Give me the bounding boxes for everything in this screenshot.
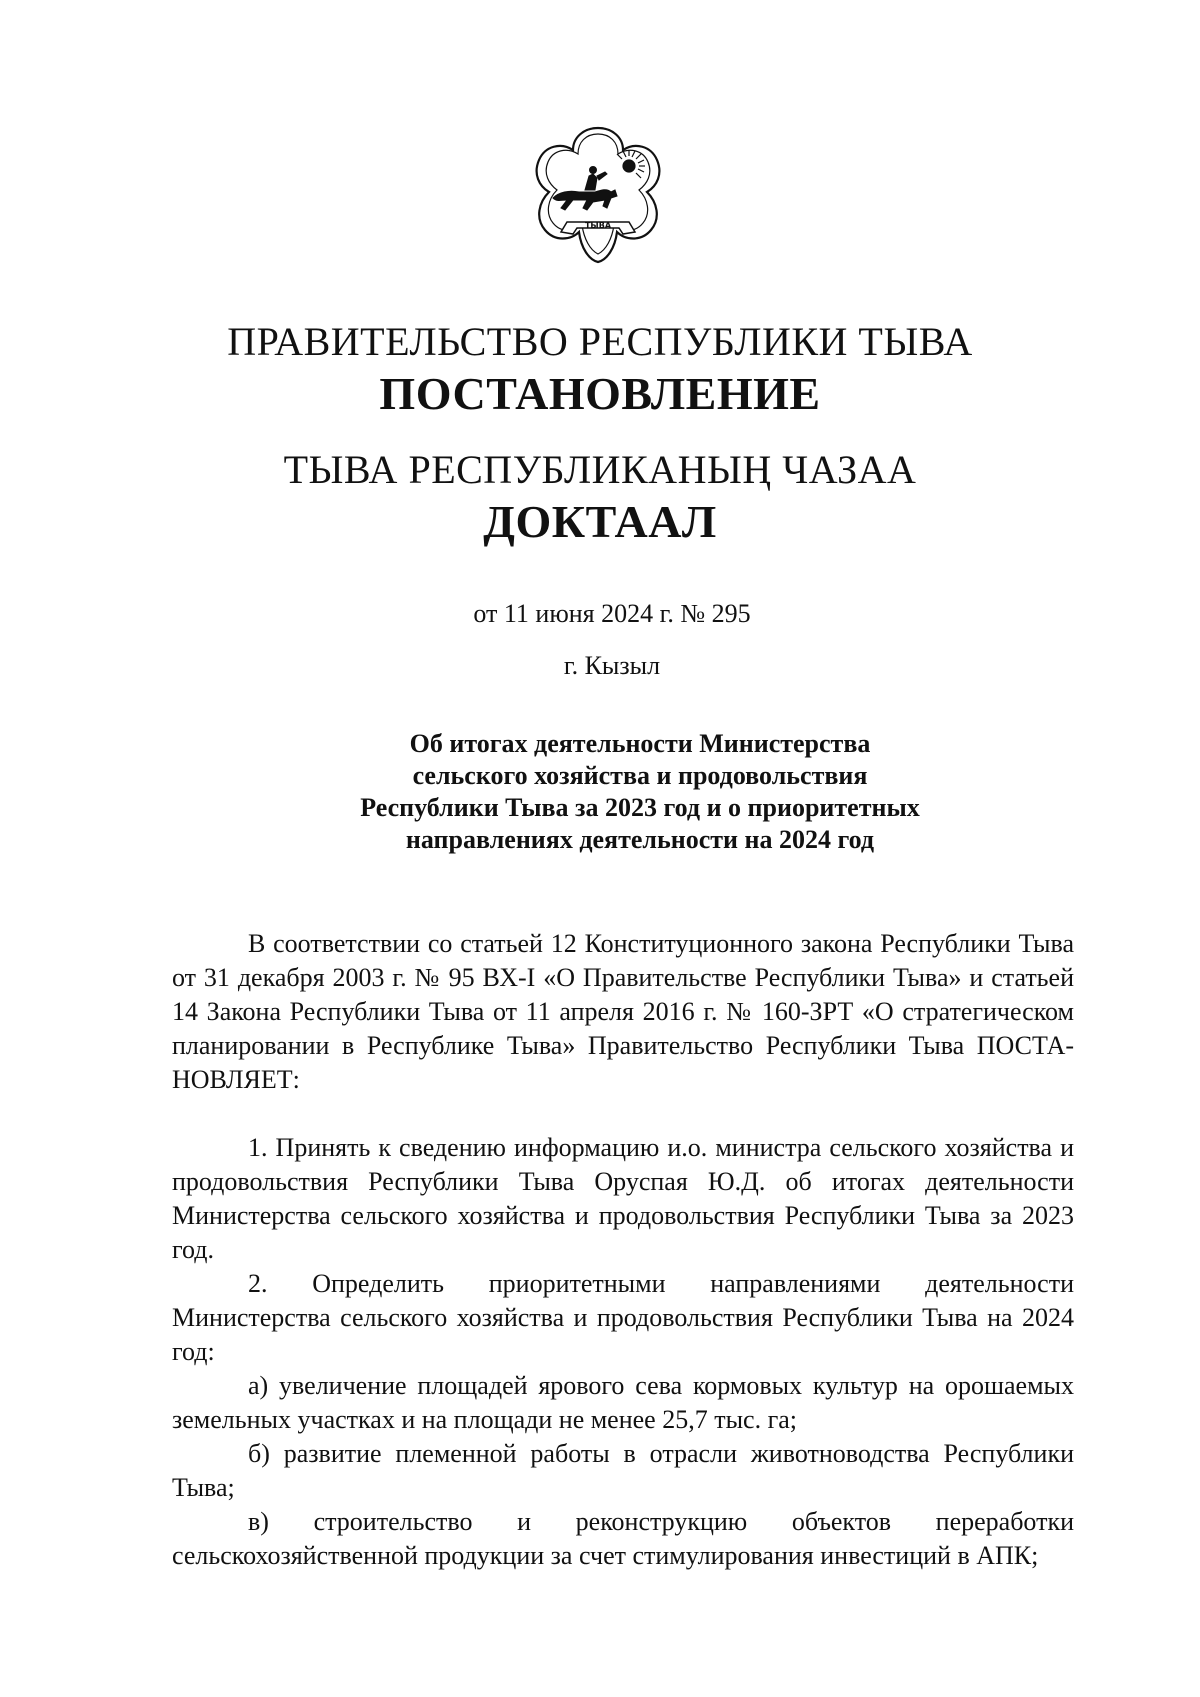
document-subject [290, 728, 990, 856]
tuva-coat-of-arms-icon [523, 120, 673, 270]
body-paragraph: в) строительство и реконструкцию объектов переработки сельскохозяйственной продукции за счет стимулирования инвестиций в АПК; [172, 1507, 1074, 1570]
body-paragraph: 1. Принять к сведению информацию и.о. министра сельского хозяйства и продовольствия Республики Тыва Оруспая Ю.Д. об итогах деятельности Министерства сельского хозяйства и продовольствия Республики Тыва за 2023 год. [172, 1133, 1074, 1264]
body-paragraph: 2. Определить приоритетными направлениями деятельности Министерства сельского хозяйства и продовольствия Республики Тыва на 2024 год: [172, 1269, 1074, 1366]
document-type: ПОСТАНОВЛЕНИЕ [379, 368, 821, 419]
subject-line: Об итогах деятельности Министерства [409, 729, 871, 758]
subject-line: Республики Тыва за 2023 год и о приоритетных [360, 793, 920, 822]
subject-line: направлениях деятельности на 2024 год [405, 825, 875, 854]
preamble-paragraph: В соответствии со статьей 12 Конституционного закона Республики Тыва от 31 декабря 2003 г. № 95 ВХ-I «О Правительстве Республики Тыва» и статьей 14 Закона Республики Тыва от 11 апреля 2016 г. № 160-ЗРТ «О стратегическом планировании в Республике Тыва» Правительство Республики Тыва ПОСТА-НОВЛЯЕТ: [172, 929, 1074, 1094]
document-date-number: от 11 июня 2024 г. № 295 [473, 599, 751, 628]
body-paragraph: а) увеличение площадей ярового сева кормовых культур на орошаемых земельных участках и на площади не менее 25,7 тыс. га; [172, 1371, 1074, 1434]
document-body [172, 927, 1074, 1573]
document-type-tuvan: ДОКТААЛ [483, 496, 717, 547]
body-paragraph: б) развитие племенной работы в отрасли животноводства Республики Тыва; [172, 1439, 1074, 1502]
svg-text:ТЫВА: ТЫВА [584, 221, 612, 230]
government-title-tuvan: ТЫВА РЕСПУБЛИКАНЫҢ ЧАЗАА [283, 447, 917, 492]
government-title: ПРАВИТЕЛЬСТВО РЕСПУБЛИКИ ТЫВА [227, 319, 973, 364]
subject-line: сельского хозяйства и продовольствия [412, 761, 868, 790]
document-city: г. Кызыл [563, 651, 661, 680]
